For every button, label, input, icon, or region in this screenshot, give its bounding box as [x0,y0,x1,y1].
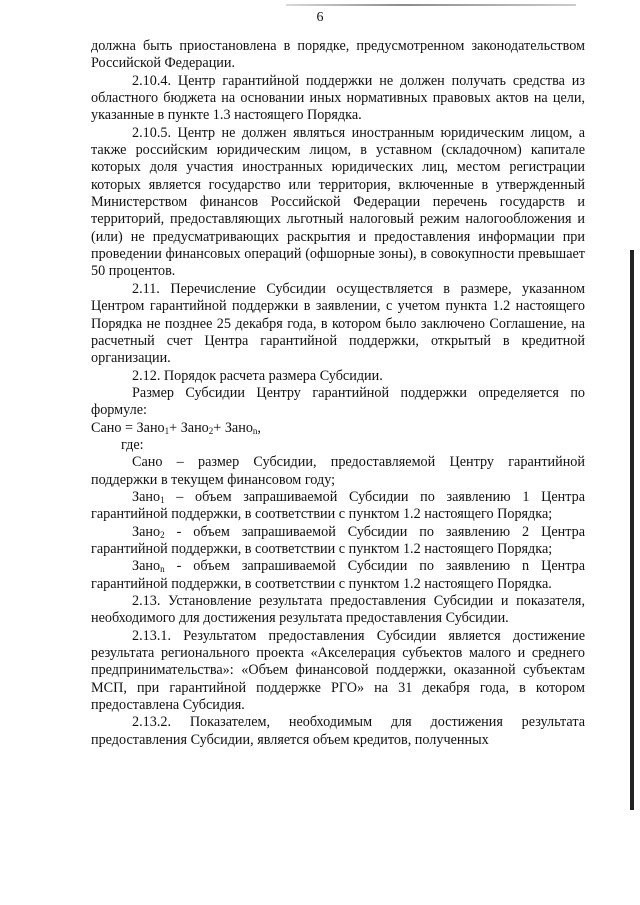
paragraph-2-10-5: 2.10.5. Центр не должен являться иностранным юридическим лицом, а также российским юридическим лицом, в уставном (складочном) капитале которых доля участия иностранных юридических лиц, местом регистрации которых является государство или территория, включенные в утвержденный Министерством финансов Российской Федерации перечень государств и территорий, предоставляющих льготный налоговый режим налогообложения и (или) не предусматривающих раскрытия и предоставления информации при проведении финансовых операций (офшорные зоны), в совокупности превышает 50 процентов. [91,124,585,280]
formula-sub-2: 2 [208,425,214,436]
paragraph-2-13: 2.13. Установление результата предоставления Субсидии и показателя, необходимого для достижения результата предоставления Субсидии. [91,593,585,627]
definition-text: – объем запрашиваемой Субсидии по заявлению 1 Центра гарантийной поддержки, в соответствии с пунктом 1.2 настоящего Порядка; [91,488,585,523]
definition-zano-2 [91,524,585,559]
scan-edge-top [286,4,576,6]
paragraph-continuation: должна быть приостановлена в порядке, предусмотренном законодательством Российской Федерации. [91,38,585,72]
document-body [91,38,585,749]
formula-tail: , [257,419,261,436]
formula [91,420,585,437]
definition-text: - объем запрашиваемой Субсидии по заявлению 2 Центра гарантийной поддержки, в соответствии с пунктом 1.2 настоящего Порядка; [91,523,585,557]
formula-term-1: = Зано [121,419,165,436]
definition-symbol: Зано [132,523,161,540]
paragraph-2-11: 2.11. Перечисление Субсидии осуществляется в размере, указанном Центром гарантийной поддержки в заявлении, с учетом пункта 1.2 настоящего Порядка не позднее 25 декабря года, в котором было заключено Соглашение, на расчетный счет Центра гарантийной поддержки, открытый в кредитной организации. [91,280,585,367]
paragraph-2-13-1: 2.13.1. Результатом предоставления Субсидии является достижение результата регионального проекта «Акселерация субъектов малого и среднего предпринимательства»: «Объем финансовой поддержки, оказанной субъектам МСП, при гарантийной поддержке РГО» на 31 декабря года, в котором предоставлена Субсидия. [91,627,585,714]
formula-lhs: Сано [91,419,122,436]
definition-text: - объем запрашиваемой Субсидии по заявлению n Центра гарантийной поддержки, в соответствии с пунктом 1.2 настоящего Порядка. [91,558,585,592]
definition-subscript: 2 [160,529,165,540]
definition-symbol: Зано [132,488,161,505]
formula-term-n: + Зано [213,419,253,436]
definition-symbol: Зано [132,558,161,575]
formula-sub-1: 1 [164,425,170,436]
definition-zano-n [91,558,585,593]
definition-sano: Сано – размер Субсидии, предоставляемой Центру гарантийной поддержки в текущем финансовом году; [91,454,585,488]
paragraph-2-10-4: 2.10.4. Центр гарантийной поддержки не должен получать средства из областного бюджета на основании иных нормативных правовых актов на цели, указанные в пункте 1.3 настоящего Порядка. [91,72,585,124]
formula-sub-n: n [252,425,258,436]
paragraph-subsidy-size: Размер Субсидии Центру гарантийной поддержки определяется по формуле: [91,384,585,419]
paragraph-2-12: 2.12. Порядок расчета размера Субсидии. [132,367,383,384]
definition-zano-1 [91,489,585,524]
formula-term-2: + Зано [169,419,209,436]
definition-subscript: n [160,564,165,575]
definition-subscript: 1 [160,494,165,505]
where-label: где: [121,436,144,453]
scan-edge-right [630,250,634,810]
paragraph-2-13-2: 2.13.2. Показателем, необходимым для достижения результата предоставления Субсидии, является объем кредитов, полученных [91,714,585,748]
page-number: 6 [316,10,324,25]
